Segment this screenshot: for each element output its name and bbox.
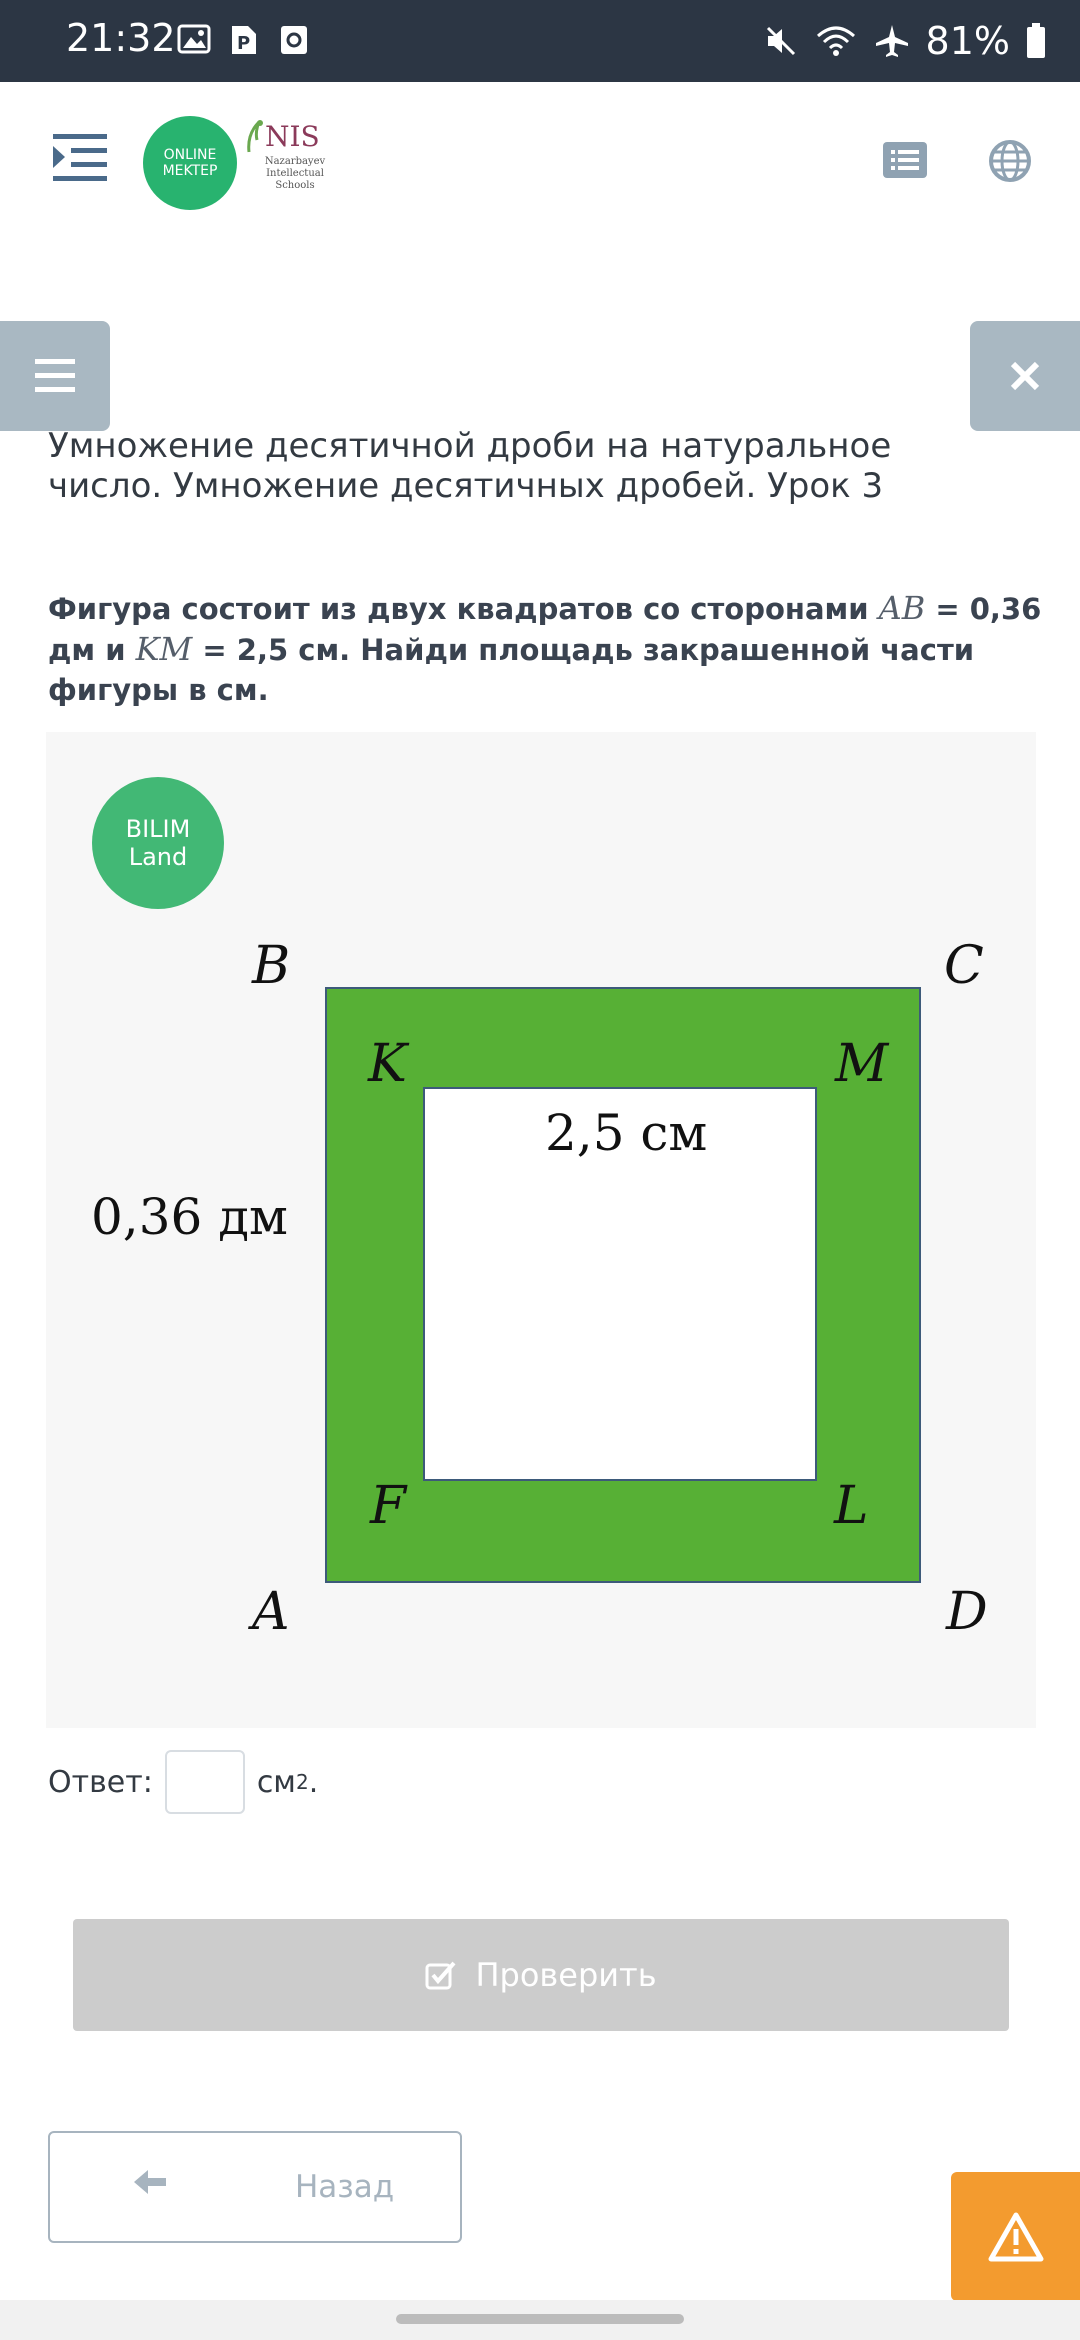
answer-input[interactable] bbox=[165, 1750, 245, 1814]
status-time: 21:32 bbox=[66, 16, 176, 60]
answer-suffix: . bbox=[308, 1764, 319, 1800]
record-icon bbox=[279, 24, 309, 56]
battery-icon bbox=[1026, 23, 1046, 59]
checkbox-check-icon bbox=[425, 1960, 457, 1990]
airplane-icon bbox=[874, 23, 910, 59]
label-k: K bbox=[368, 1034, 407, 1094]
svg-text:P: P bbox=[237, 33, 251, 54]
label-d: D bbox=[946, 1582, 988, 1642]
answer-unit: см bbox=[256, 1764, 296, 1800]
nis-logo-caption: Nazarbayev Intellectual Schools bbox=[264, 156, 326, 191]
inner-side-label: 2,5 см bbox=[545, 1104, 708, 1162]
label-c: C bbox=[944, 936, 984, 996]
bilim-land-text: BILIM Land bbox=[125, 815, 191, 871]
answer-row bbox=[48, 1750, 318, 1814]
check-button[interactable] bbox=[73, 1919, 1009, 2031]
answer-unit-exponent: 2 bbox=[295, 1770, 309, 1794]
hamburger-icon bbox=[35, 359, 75, 393]
home-gesture-pill[interactable] bbox=[396, 2314, 684, 2324]
online-mektep-logo bbox=[143, 116, 237, 210]
task-text-part: = 0,36 дм и bbox=[48, 592, 1042, 667]
report-problem-button[interactable] bbox=[951, 2172, 1080, 2301]
globe-icon[interactable] bbox=[989, 140, 1031, 182]
back-button-label: Назад bbox=[295, 2169, 395, 2205]
open-menu-button[interactable] bbox=[0, 321, 110, 431]
nis-logo bbox=[245, 118, 335, 208]
arrow-left-icon bbox=[134, 2167, 168, 2197]
task-text-part: Фигура состоит из двух квадратов со сторонами bbox=[48, 592, 879, 626]
app-header bbox=[0, 82, 1080, 242]
lesson-title: Умножение десятичной дроби на натуральное число. Умножение десятичных дробей. Урок 3 bbox=[48, 426, 892, 506]
back-button[interactable] bbox=[48, 2131, 462, 2243]
task-text-part: = 2,5 см. Найди площадь закрашенной части фигуры в см. bbox=[48, 633, 975, 707]
outer-side-label: 0,36 дм bbox=[91, 1188, 288, 1246]
battery-percent: 81% bbox=[925, 19, 1010, 63]
list-icon[interactable] bbox=[883, 142, 927, 178]
label-m: M bbox=[835, 1034, 889, 1094]
nis-leaf-icon bbox=[245, 118, 267, 154]
label-l: L bbox=[834, 1476, 869, 1536]
task-text bbox=[48, 588, 1048, 710]
status-bar bbox=[0, 0, 1080, 82]
online-mektep-logo-text: ONLINE MEKTEP bbox=[162, 147, 218, 179]
image-icon bbox=[177, 24, 211, 54]
figure bbox=[46, 732, 1036, 1728]
close-icon bbox=[1009, 360, 1041, 392]
status-right bbox=[764, 14, 1046, 68]
task-math-ab: AB bbox=[878, 589, 926, 627]
answer-label: Ответ: bbox=[48, 1764, 153, 1800]
close-button[interactable] bbox=[970, 321, 1080, 431]
task-math-km: KM bbox=[135, 630, 193, 668]
check-button-label: Проверить bbox=[475, 1956, 657, 1994]
system-nav-bar bbox=[0, 2300, 1080, 2340]
warning-icon bbox=[988, 2212, 1044, 2262]
bilim-land-badge bbox=[92, 777, 224, 909]
mute-icon bbox=[764, 24, 798, 58]
nis-logo-text: NIS bbox=[265, 120, 320, 153]
label-b: B bbox=[252, 936, 291, 996]
wifi-icon bbox=[814, 24, 858, 58]
label-f: F bbox=[370, 1476, 407, 1536]
menu-indent-icon[interactable] bbox=[53, 134, 107, 182]
p-icon bbox=[228, 24, 258, 56]
label-a: A bbox=[252, 1582, 290, 1642]
